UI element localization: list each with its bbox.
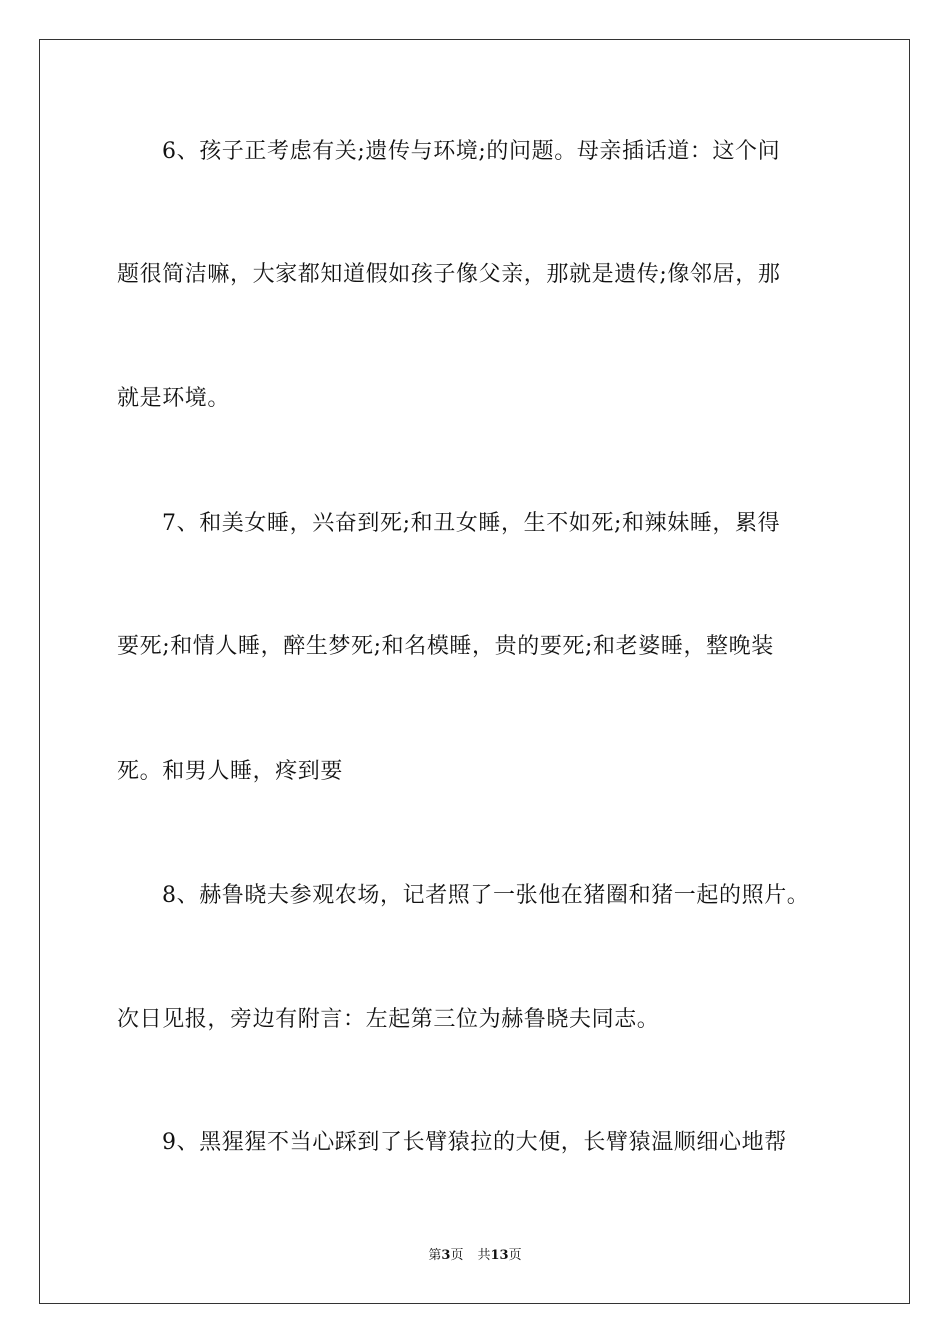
paragraph-8-line-2: 次日见报，旁边有附言：左起第三位为赫鲁晓夫同志。 bbox=[117, 1007, 660, 1032]
footer-total-suffix: 页 bbox=[508, 1248, 522, 1263]
paragraph-6-line-2: 题很简洁嘛，大家都知道假如孩子像父亲，那就是遗传;像邻居，那 bbox=[117, 262, 781, 287]
page-footer bbox=[0, 1247, 950, 1265]
footer-page-number: 3 bbox=[441, 1248, 451, 1263]
footer-page-suffix: 页 bbox=[450, 1248, 464, 1263]
footer-total-prefix: 共 bbox=[477, 1248, 491, 1263]
paragraph-7-line-1: 7、和美女睡，兴奋到死;和丑女睡，生不如死;和辣妹睡，累得 bbox=[162, 511, 781, 536]
paragraph-8-line-1: 8、赫鲁晓夫参观农场，记者照了一张他在猪圈和猪一起的照片。 bbox=[162, 883, 810, 908]
paragraph-6-line-1: 6、孩子正考虑有关;遗传与环境;的问题。母亲插话道：这个问 bbox=[162, 139, 781, 164]
footer-page-prefix: 第 bbox=[428, 1248, 442, 1263]
footer-total-pages: 13 bbox=[490, 1248, 509, 1263]
page-border bbox=[39, 39, 910, 1304]
paragraph-9-line-1: 9、黑猩猩不当心踩到了长臂猿拉的大便，长臂猿温顺细心地帮 bbox=[162, 1130, 787, 1155]
paragraph-7-line-3: 死。和男人睡，疼到要 bbox=[117, 759, 344, 784]
paragraph-6-line-3: 就是环境。 bbox=[117, 386, 231, 411]
paragraph-7-line-2: 要死;和情人睡，醉生梦死;和名模睡，贵的要死;和老婆睡，整晚装 bbox=[117, 634, 774, 659]
